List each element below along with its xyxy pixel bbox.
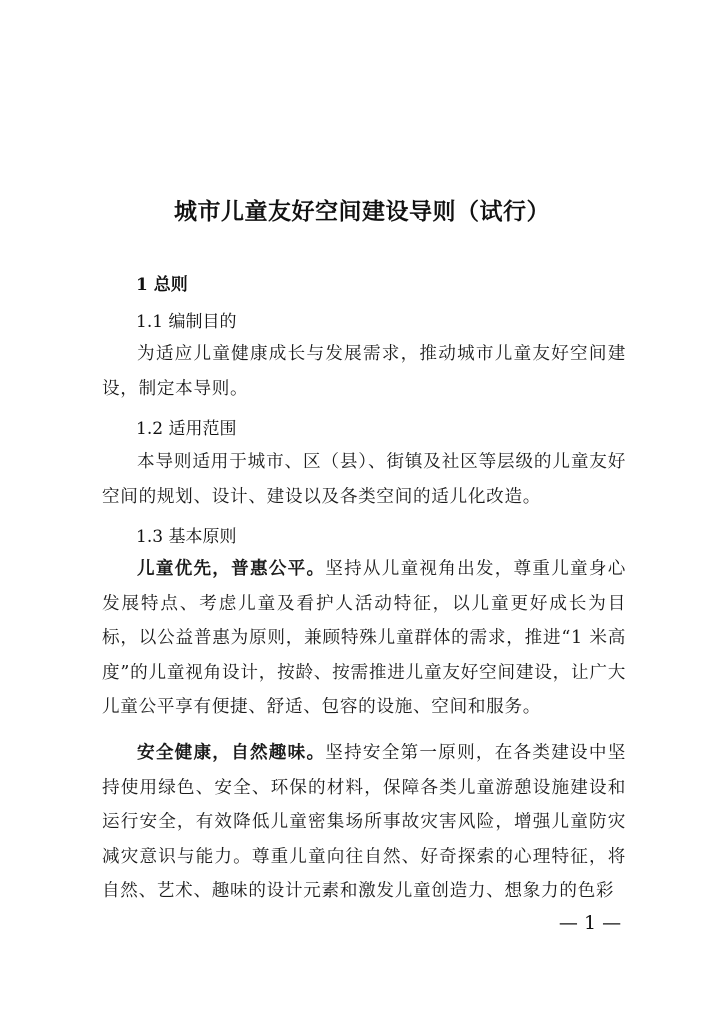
page-number: — 1 — [558,912,622,934]
paragraph-principle-safety [102,736,626,909]
principle-text-safety: 坚持安全第一原则，在各类建设中坚持使用绿色、安全、环保的材料，保障各类儿童游憩设施建设和运行安全，有效降低儿童密集场所事故灾害风险，增强儿童防灾减灾意识与能力。尊重儿童向往自然、好奇探索的心理特征，将自然、艺术、趣味的设计元素和激发儿童创造力、想象力的色彩 [102,743,626,901]
section-heading-1: 1 总则 [136,275,188,295]
principle-title-child-first: 儿童优先，普惠公平。 [137,558,326,579]
principle-title-safety: 安全健康，自然趣味。 [137,742,326,763]
section-heading-1-1: 1.1 编制目的 [136,312,237,332]
paragraph-purpose: 为适应儿童健康成长与发展需求，推动城市儿童友好空间建设，制定本导则。 [102,344,626,399]
section-heading-1-3: 1.3 基本原则 [136,527,237,547]
document-title: 城市儿童友好空间建设导则（试行） [174,198,550,225]
paragraph-principle-child-first [102,552,626,725]
principle-text-child-first: 坚持从儿童视角出发，尊重儿童身心发展特点、考虑儿童及看护人活动特征，以儿童更好成长为目标，以公益普惠为原则，兼顾特殊儿童群体的需求，推进“1 米高度”的儿童视角设计，按龄、按需推进儿童友好空间建设，让广大儿童公平享有便捷、舒适、包容的设施、空间和服务。 [102,559,626,717]
section-heading-1-2: 1.2 适用范围 [136,419,237,439]
paragraph-scope: 本导则适用于城市、区（县）、街镇及社区等层级的儿童友好空间的规划、设计、建设以及各类空间的适儿化改造。 [102,452,626,507]
